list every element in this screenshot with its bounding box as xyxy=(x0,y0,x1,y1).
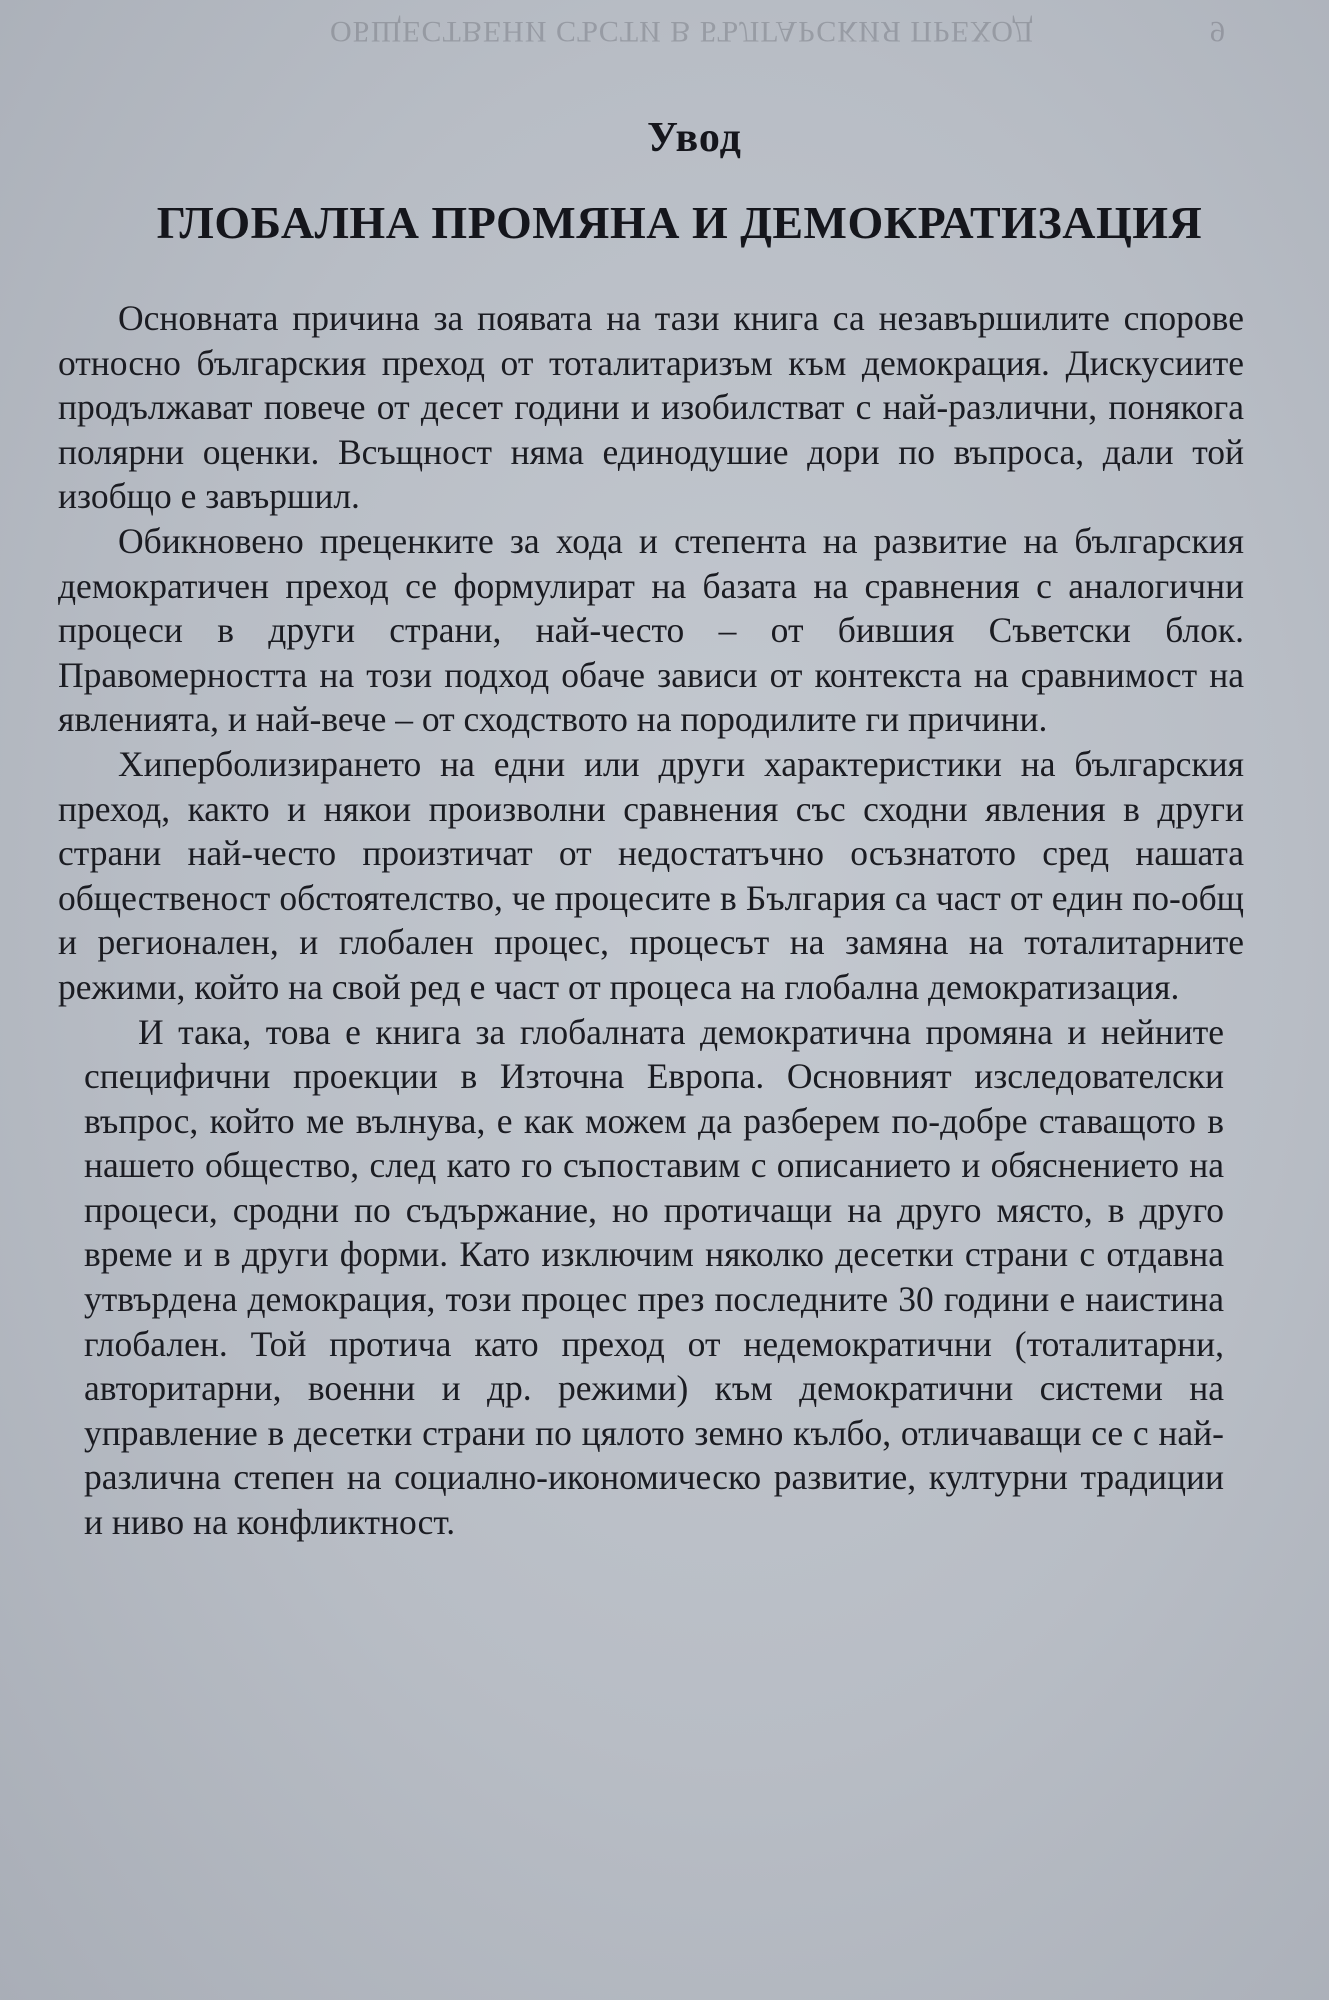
paragraph: И така, това е книга за глобалната демократична промяна и нейните специфични проекции в Източна Европа. Основният изследователски въпрос, който ме вълнува, е как можем да разберем по-добре ставащото в нашето общество, след като го съпоставим с описанието и обяснението на процеси, сродни по съдържание, но протичащи на друго място, в друго време и в други форми. Като изключим няколко десетки страни с отдавна утвърдена демокрация, този процес през последните 30 години е наистина глобален. Той протича като преход от недемократични (тоталитарни, авторитарни, военни и др. режими) към демократични системи на управление в десетки страни по цялото земно кълбо, отличаващи се с най-различна степен на социално-икономическо развитие, културни традиции и ниво на конфликтност. xyxy=(84,1011,1224,1543)
paragraph: Основната причина за появата на тази книга са незавършилите спорове относно българския преход от тоталитаризъм към демокрация. Дискусиите продължават повече от десет години и изобилстват с най-различни, понякога полярни оценки. Всъщност няма единодушие дори по въпроса, дали той изобщо е завършил. xyxy=(58,298,1244,517)
chapter-title xyxy=(0,196,1329,249)
paragraph: Хиперболизирането на едни или други характеристики на българския преход, както и някои произволни сравнения със сходни явления в други страни най-често произтичат от недостатъчно осъзнатото сред нашата общественост обстоятелство, че процесите в България са част от един по-общ и регионален, и глобален процес, процесът на замяна на тоталитарните режими, който на свой ред е част от процеса на глобална демократизация. xyxy=(58,743,1244,1007)
paragraph: Обикновено преценките за хода и степента на развитие на българския демократичен преход се формулират на базата на сравнения с аналогични процеси в други страни, най-често – от бившия Съветски блок. Правомерността на този подход обаче зависи от контекста на сравнимост на явленията, и най-вече – от сходството на породилите ги причини. xyxy=(58,520,1244,740)
chapter-label-text: Увод xyxy=(647,115,742,161)
body-text xyxy=(58,296,1244,1545)
running-head-bleedthrough xyxy=(330,14,1230,48)
page-number: 9 xyxy=(1210,15,1226,48)
chapter-title-text: ГЛОБАЛНА ПРОМЯНА И ДЕМОКРАТИЗАЦИЯ xyxy=(156,197,1203,248)
chapter-label xyxy=(0,114,1329,162)
running-head-text: ОБЩЕСТВЕНИ СЪСТИ В БЪЛГАРСКИЯ ПРЕХОД xyxy=(330,15,1034,48)
